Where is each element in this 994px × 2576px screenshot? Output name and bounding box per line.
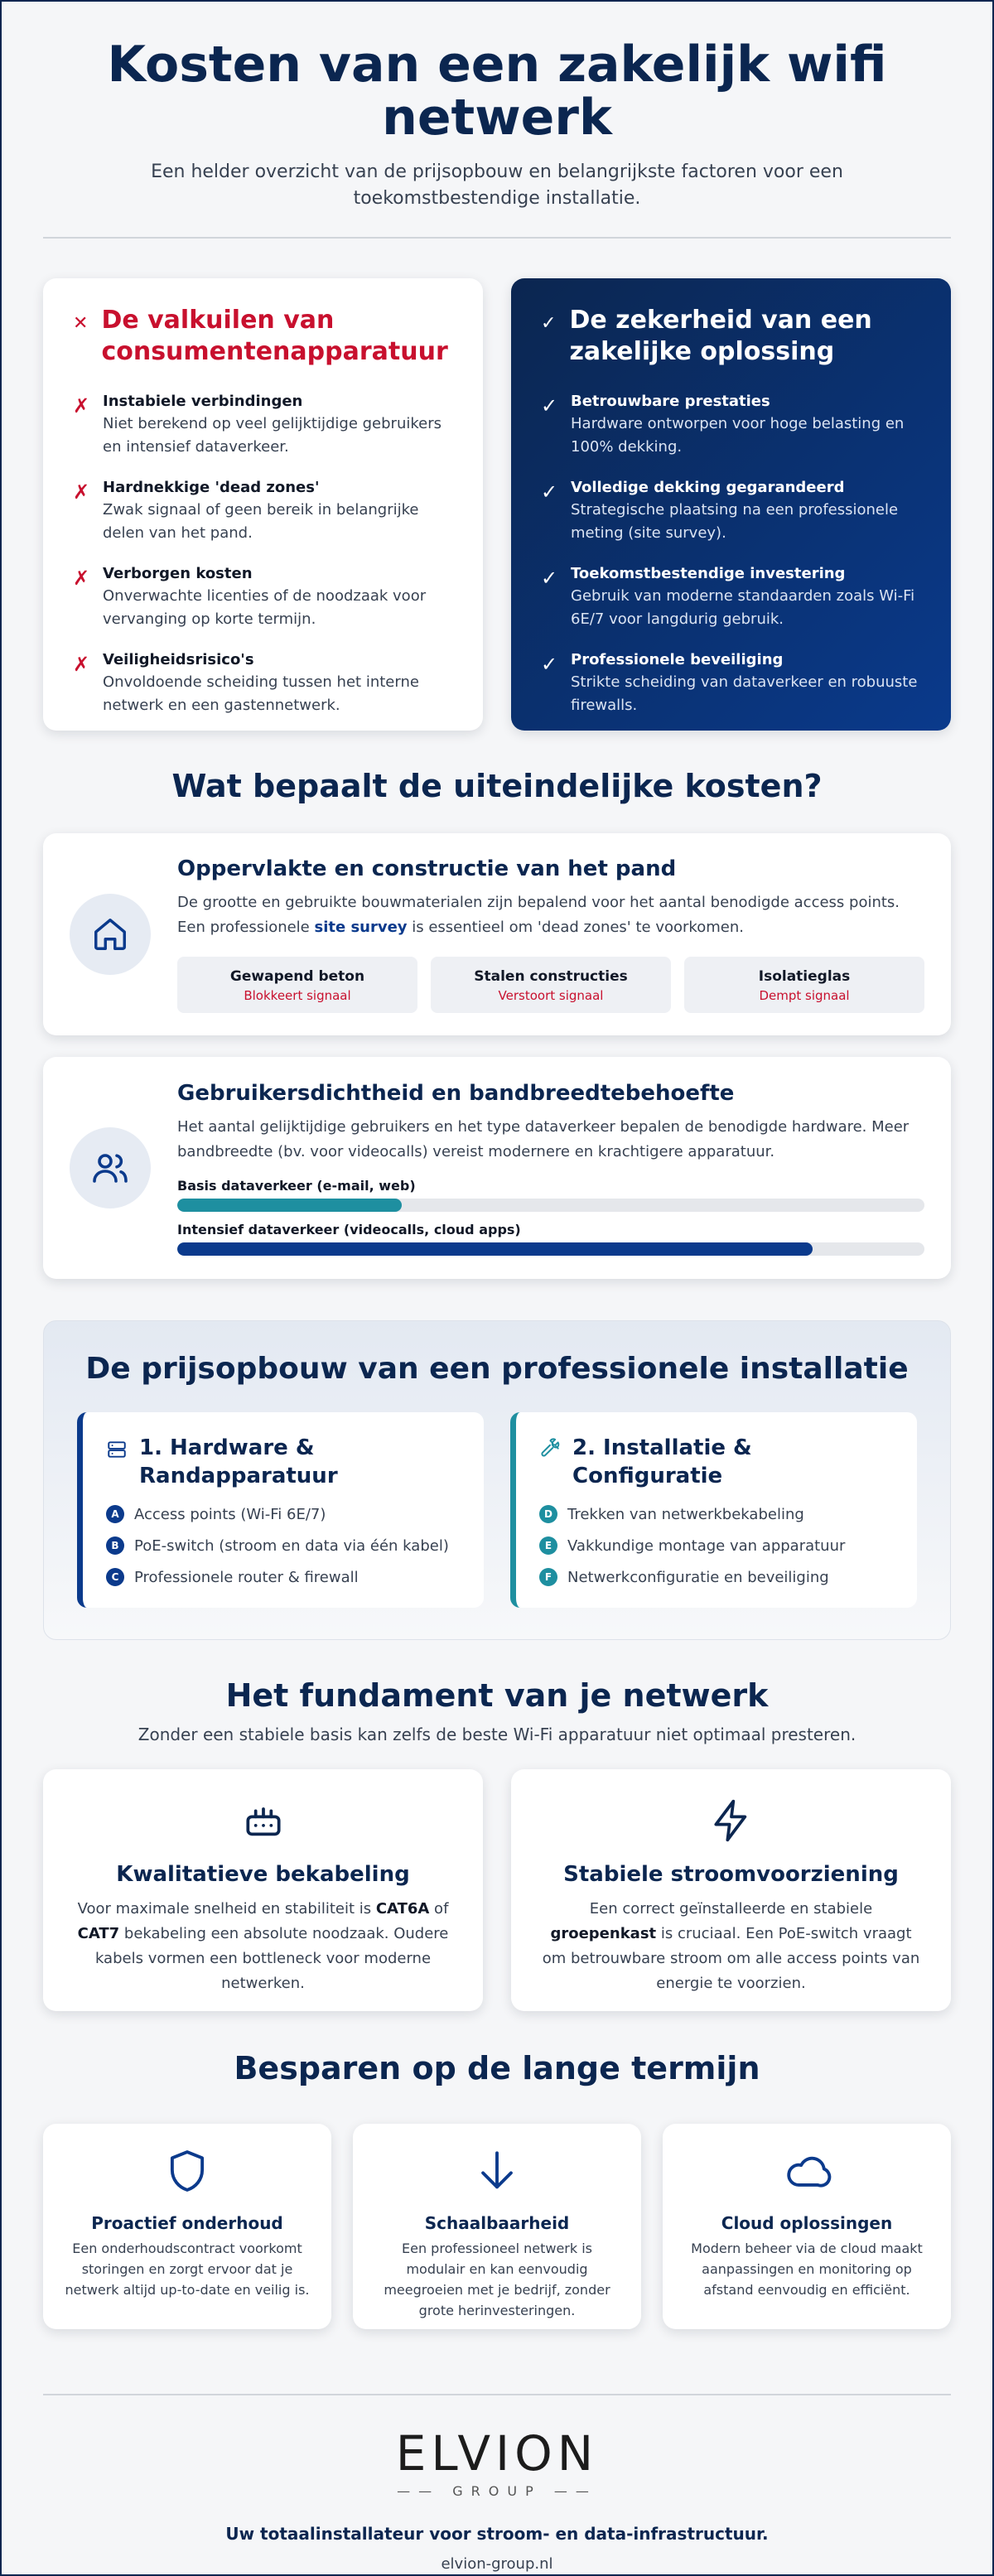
scalability-card	[353, 2124, 641, 2329]
building-factor-card	[43, 833, 951, 1035]
cloud-icon	[683, 2147, 931, 2198]
bar-fill	[177, 1242, 813, 1256]
power-card	[511, 1769, 951, 2011]
list-item	[73, 563, 453, 631]
factor-desc: Het aantal gelijktijdige gebruikers en het type dataverkeer bepalen de benodigde hardware. Meer bandbreedte (bv. voor videocalls) vereist modernere en krachtigere apparatuur.	[177, 1118, 910, 1160]
installation-title: 2. Installatie & Configuratie	[572, 1435, 752, 1488]
cabling-card	[43, 1769, 483, 2011]
comparison-section	[43, 278, 951, 731]
saving-desc: Een onderhoudscontract voorkomt storingen en zorgt ervoor dat je netwerk altijd up-to-date en veilig is.	[65, 2241, 310, 2298]
list-item	[73, 477, 453, 545]
website-link[interactable]: elvion-group.nl	[441, 2555, 553, 2573]
lightning-icon	[541, 1797, 921, 1847]
list-item	[541, 563, 921, 631]
bar-label: Intensief dataverkeer (videocalls, cloud apps)	[177, 1222, 521, 1237]
saving-desc: Modern beheer via de cloud maakt aanpassingen en monitoring op afstand eenvoudig en efficiënt.	[691, 2241, 923, 2298]
cross-mark-icon: ✗	[73, 653, 90, 676]
page-title: Kosten van een zakelijk wifi netwerk	[107, 36, 887, 147]
shield-icon	[63, 2147, 311, 2198]
logo-sub: —— GROUP ——	[397, 2483, 597, 2499]
factor-title: Oppervlakte en constructie van het pand	[177, 856, 677, 881]
page-subtitle: Een helder overzicht van de prijsopbouw en belangrijkste factoren voor een toekomstbestendige installatie.	[151, 162, 843, 209]
hardware-title: 1. Hardware & Randapparatuur	[139, 1435, 338, 1488]
saving-title: Proactief onderhoud	[91, 2213, 283, 2233]
infographic	[43, 0, 951, 2573]
tagline: Uw totaalinstallateur voor stroom- en data-infrastructuur.	[225, 2524, 769, 2544]
item-desc: Hardware ontworpen voor hoge belasting en 100% dekking.	[571, 415, 905, 456]
check-icon: ✓	[541, 313, 557, 334]
list-item: B PoE-switch (stroom en data via één kabel)	[106, 1536, 461, 1555]
wrench-icon	[539, 1437, 561, 1462]
material-tile: Stalen constructies Verstoort signaal	[431, 957, 671, 1013]
factor-title: Gebruikersdichtheid en bandbreedtebehoefte	[177, 1081, 735, 1106]
pitfalls-title: De valkuilen van consumentenapparatuur	[101, 306, 448, 366]
factor-desc: De grootte en gebruikte bouwmaterialen zijn bepalend voor het aantal benodigde access points. Een professionele site survey is essentieel om 'dead zones' te voorkomen.	[177, 894, 900, 936]
list-item	[73, 391, 453, 459]
item-desc: Onvoldoende scheiding tussen het interne netwerk en een gastennetwerk.	[103, 673, 419, 714]
installation-column	[510, 1412, 917, 1608]
check-mark-icon: ✓	[541, 653, 558, 676]
item-title: Professionele beveiliging	[571, 651, 784, 668]
list-item: D Trekken van netwerkbekabeling	[539, 1505, 894, 1523]
item-desc: Niet berekend op veel gelijktijdige gebruikers en intensief dataverkeer.	[103, 415, 442, 456]
materials-list	[177, 957, 924, 1013]
cross-mark-icon: ✗	[73, 394, 90, 417]
list-item: E Vakkundige montage van apparatuur	[539, 1536, 894, 1555]
item-title: Volledige dekking gegarandeerd	[571, 479, 845, 496]
saving-title: Cloud oplossingen	[721, 2213, 893, 2233]
check-mark-icon: ✓	[541, 480, 558, 504]
pricing-heading: De prijsopbouw van een professionele installatie	[85, 1352, 909, 1386]
maintenance-card	[43, 2124, 331, 2329]
cross-mark-icon: ✗	[73, 567, 90, 590]
savings-heading: Besparen op de lange termijn	[234, 2050, 760, 2086]
list-item	[541, 649, 921, 717]
bar-fill	[177, 1199, 402, 1212]
router-icon	[73, 1797, 453, 1847]
material-tile: Isolatieglas Dempt signaal	[684, 957, 924, 1013]
saving-desc: Een professioneel netwerk is modulair en kan eenvoudig meegroeien met je bedrijf, zonder grote herinvesteringen.	[384, 2241, 610, 2318]
list-item	[541, 391, 921, 459]
item-desc: Zwak signaal of geen bereik in belangrijke delen van het pand.	[103, 501, 419, 542]
check-mark-icon: ✓	[541, 567, 558, 590]
foundation-heading: Het fundament van je netwerk	[225, 1677, 769, 1714]
item-title: Instabiele verbindingen	[103, 393, 303, 410]
cross-icon: ✕	[73, 313, 89, 334]
list-item: C Professionele router & firewall	[106, 1568, 461, 1586]
list-item: F Netwerkconfiguratie en beveiliging	[539, 1568, 894, 1586]
site-survey-highlight: site survey	[314, 919, 408, 936]
divider	[43, 237, 951, 239]
hardware-column	[77, 1412, 484, 1608]
item-desc: Onverwachte licenties of de noodzaak voor vervanging op korte termijn.	[103, 587, 427, 628]
saving-title: Schaalbaarheid	[424, 2213, 570, 2233]
list-item: A Access points (Wi-Fi 6E/7)	[106, 1505, 461, 1523]
material-tile: Gewapend beton Blokkeert signaal	[177, 957, 417, 1013]
consumer-pitfalls-card	[43, 278, 483, 731]
power-text: Een correct geïnstalleerde en stabiele groepenkast is cruciaal. Een PoE-switch vraagt om betrouwbare stroom om alle access points van energie te voorzien.	[542, 1900, 920, 1992]
item-title: Veiligheidsrisico's	[103, 651, 254, 668]
basic-traffic-bar	[177, 1199, 924, 1212]
logo-word: ELVION	[395, 2425, 599, 2482]
item-desc: Strikte scheiding van dataverkeer en robuuste firewalls.	[571, 673, 918, 714]
bar-label: Basis dataverkeer (e-mail, web)	[177, 1178, 416, 1194]
item-title: Verborgen kosten	[103, 565, 253, 582]
item-title: Betrouwbare prestaties	[571, 393, 770, 410]
list-item	[541, 477, 921, 545]
power-title: Stabiele stroomvoorziening	[563, 1862, 899, 1887]
cross-mark-icon: ✗	[73, 480, 90, 504]
density-factor-card	[43, 1057, 951, 1279]
check-mark-icon: ✓	[541, 394, 558, 417]
intensive-traffic-bar	[177, 1242, 924, 1256]
cabling-title: Kwalitatieve bekabeling	[116, 1862, 410, 1887]
item-desc: Strategische plaatsing na een professionele meting (site survey).	[571, 501, 899, 542]
house-icon	[70, 894, 151, 975]
list-item	[73, 649, 453, 717]
business-solution-card	[511, 278, 951, 731]
item-desc: Gebruik van moderne standaarden zoals Wi-Fi 6E/7 voor langdurig gebruik.	[571, 587, 915, 628]
solution-title: De zekerheid van een zakelijke oplossing	[569, 306, 872, 366]
server-icon	[106, 1439, 128, 1464]
elvion-logo	[43, 2425, 951, 2499]
item-title: Hardnekkige 'dead zones'	[103, 479, 320, 496]
cabling-text: Voor maximale snelheid en stabiliteit is CAT6A of CAT7 bekabeling een absolute noodzaak. Oudere kabels vormen een bottleneck voor moderne netwerken.	[77, 1900, 449, 1992]
arrow-down-icon	[373, 2147, 621, 2198]
foundation-subtitle: Zonder een stabiele basis kan zelfs de beste Wi-Fi apparatuur niet optimaal presteren.	[138, 1725, 856, 1744]
pricing-section	[43, 1320, 951, 1640]
divider	[43, 2394, 951, 2395]
cloud-card	[663, 2124, 951, 2329]
costs-heading: Wat bepaalt de uiteindelijke kosten?	[171, 768, 823, 804]
users-icon	[70, 1127, 151, 1208]
item-title: Toekomstbestendige investering	[571, 565, 846, 582]
